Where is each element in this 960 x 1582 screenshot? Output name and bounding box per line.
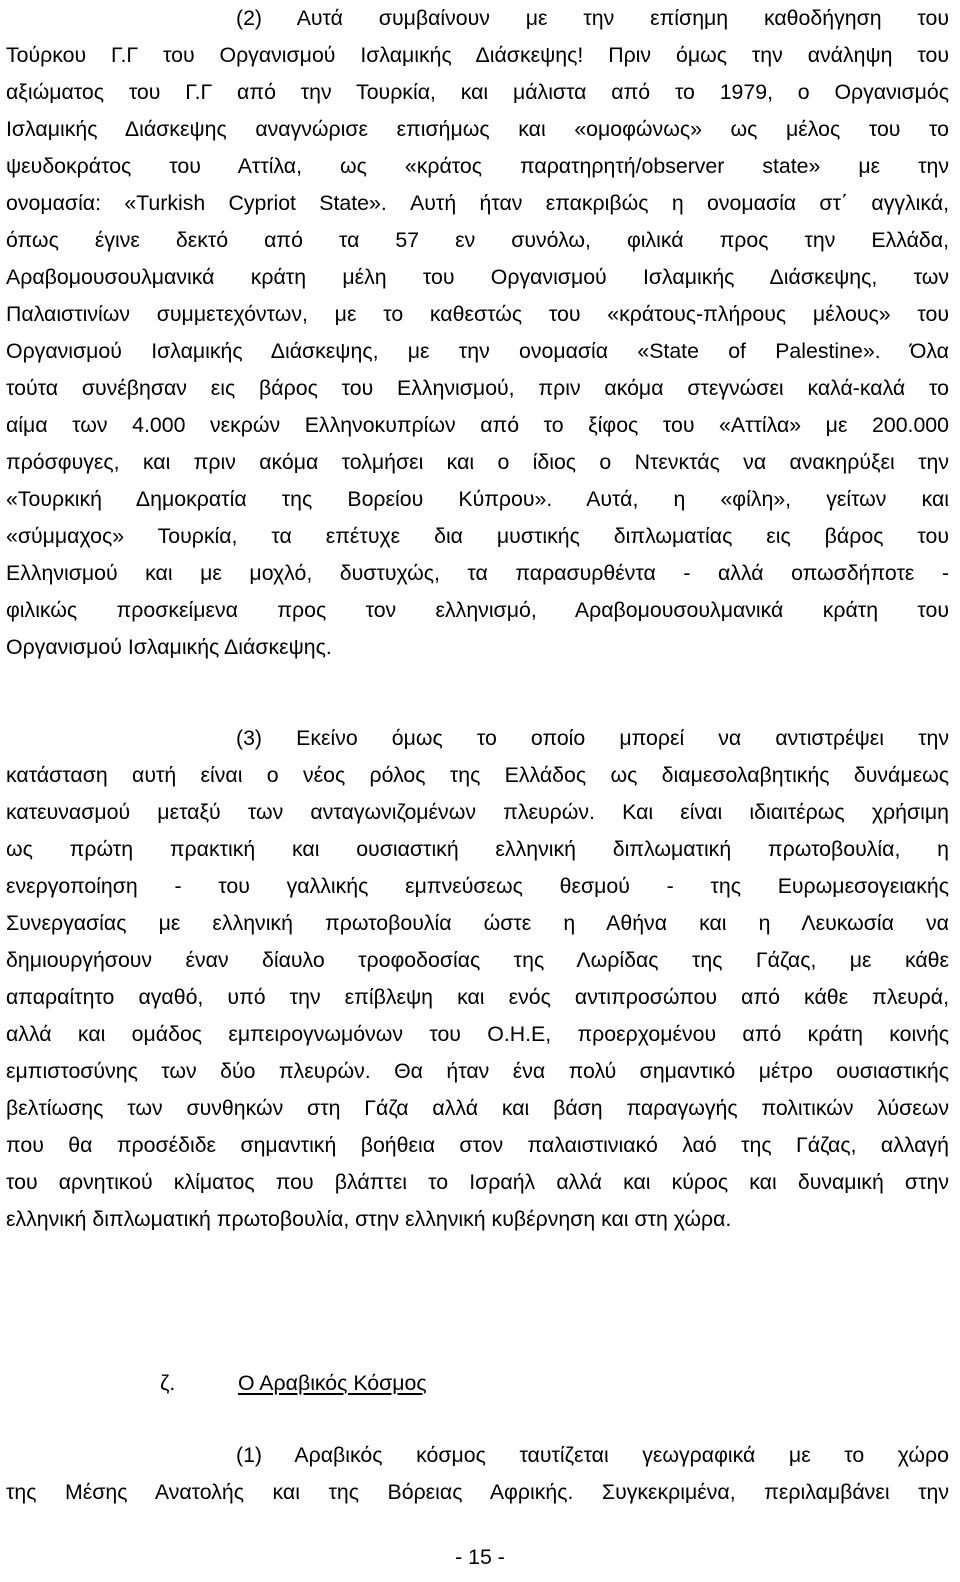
text-line: Αραβομουσουλμανικά κράτη μέλη του Οργανισμού Ισλαμικής Διάσκεψης, των	[6, 265, 949, 289]
text-line: Οργανισμού Ισλαμικής Διάσκεψης, με την ονομασία «State of Palestine». Όλα	[6, 339, 949, 363]
text-line: (2) Αυτά συμβαίνουν με την επίσημη καθοδήγηση του	[236, 6, 949, 30]
text-line: βελτίωσης των συνθηκών στη Γάζα αλλά και βάση παραγωγής πολιτικών λύσεων	[6, 1096, 949, 1120]
text-line: αίμα των 4.000 νεκρών Ελληνοκυπρίων από το ξίφος του «Αττίλα» με 200.000	[6, 413, 949, 437]
text-line: Τούρκου Γ.Γ του Οργανισμού Ισλαμικής Διάσκεψης! Πριν όμως την ανάληψη του	[6, 43, 949, 67]
section-number: ζ.	[160, 1371, 176, 1395]
text-line: αλλά και ομάδος εμπειρογνωμόνων του Ο.Η.Ε, προερχομένου από κράτη κοινής	[6, 1022, 949, 1046]
text-line: που θα προσέδιδε σημαντική βοήθεια στον παλαιστινιακό λαό της Γάζας, αλλαγή	[6, 1133, 949, 1157]
text-line: Συνεργασίας με ελληνική πρωτοβουλία ώστε η Αθήνα και η Λευκωσία να	[6, 911, 949, 935]
text-line: της Μέσης Ανατολής και της Βόρειας Αφρικής. Συγκεκριμένα, περιλαμβάνει την	[6, 1480, 949, 1504]
text-line: εμπιστοσύνης των δύο πλευρών. Θα ήταν ένα πολύ σημαντικό μέτρο ουσιαστικής	[6, 1059, 949, 1083]
page-number: - 15 -	[455, 1545, 505, 1569]
text-line: φιλικώς προσκείμενα προς τον ελληνισμό, Αραβομουσουλμανικά κράτη του	[6, 598, 949, 622]
text-line: (1) Αραβικός κόσμος ταυτίζεται γεωγραφικά με το χώρο	[236, 1443, 949, 1467]
text-line: (3) Εκείνο όμως το οποίο μπορεί να αντιστρέψει την	[236, 726, 949, 750]
text-line: τούτα συνέβησαν εις βάρος του Ελληνισμού, πριν ακόμα στεγνώσει καλά-καλά το	[6, 376, 949, 400]
text-line: αξιώματος του Γ.Γ από την Τουρκία, και μάλιστα από το 1979, ο Οργανισμός	[6, 80, 949, 104]
text-line: κατευνασμού μεταξύ των ανταγωνιζομένων πλευρών. Και είναι ιδιαιτέρως χρήσιμη	[6, 800, 949, 824]
text-line: «Τουρκική Δημοκρατία της Βορείου Κύπρου». Αυτά, η «φίλη», γείτων και	[6, 487, 949, 511]
text-line: Οργανισμού Ισλαμικής Διάσκεψης.	[6, 635, 332, 659]
text-line: δημιουργήσουν έναν δίαυλο τροφοδοσίας της Λωρίδας της Γάζας, με κάθε	[6, 948, 949, 972]
text-line: του αρνητικού κλίματος που βλάπτει το Ισραήλ αλλά και κύρος και δυναμική στην	[6, 1170, 949, 1194]
text-line: Παλαιστινίων συμμετεχόντων, με το καθεστώς του «κράτους-πλήρους μέλους» του	[6, 302, 949, 326]
text-line: «σύμμαχος» Τουρκία, τα επέτυχε δια μυστικής διπλωματίας εις βάρος του	[6, 524, 949, 548]
text-line: ελληνική διπλωματική πρωτοβουλία, στην ελληνική κυβέρνηση και στη χώρα.	[6, 1207, 732, 1231]
text-line: ενεργοποίηση - του γαλλικής εμπνεύσεως θεσμού - της Ευρωμεσογειακής	[6, 874, 949, 898]
text-line: ονομασία: «Turkish Cypriot State». Αυτή ήταν επακριβώς η ονομασία στ΄ αγγλικά,	[6, 191, 949, 215]
text-line: ψευδοκράτος του Αττίλα, ως «κράτος παρατηρητή/observer state» με την	[6, 154, 949, 178]
section-title: Ο Αραβικός Κόσμος	[238, 1371, 427, 1395]
text-line: όπως έγινε δεκτό από τα 57 εν συνόλω, φιλικά προς την Ελλάδα,	[6, 228, 949, 252]
text-line: απαραίτητο αγαθό, υπό την επίβλεψη και ενός αντιπροσώπου από κάθε πλευρά,	[6, 985, 949, 1009]
text-line: κατάσταση αυτή είναι ο νέος ρόλος της Ελλάδος ως διαμεσολαβητικής δυνάμεως	[6, 763, 949, 787]
text-line: Ελληνισμού και με μοχλό, δυστυχώς, τα παρασυρθέντα - αλλά οπωσδήποτε -	[6, 561, 949, 585]
text-line: ως πρώτη πρακτική και ουσιαστική ελληνική διπλωματική πρωτοβουλία, η	[6, 837, 949, 861]
text-line: πρόσφυγες, και πριν ακόμα τολμήσει και ο ίδιος ο Ντενκτάς να ανακηρύξει την	[6, 450, 949, 474]
text-line: Ισλαμικής Διάσκεψης αναγνώρισε επισήμως και «ομοφώνως» ως μέλος του το	[6, 117, 949, 141]
